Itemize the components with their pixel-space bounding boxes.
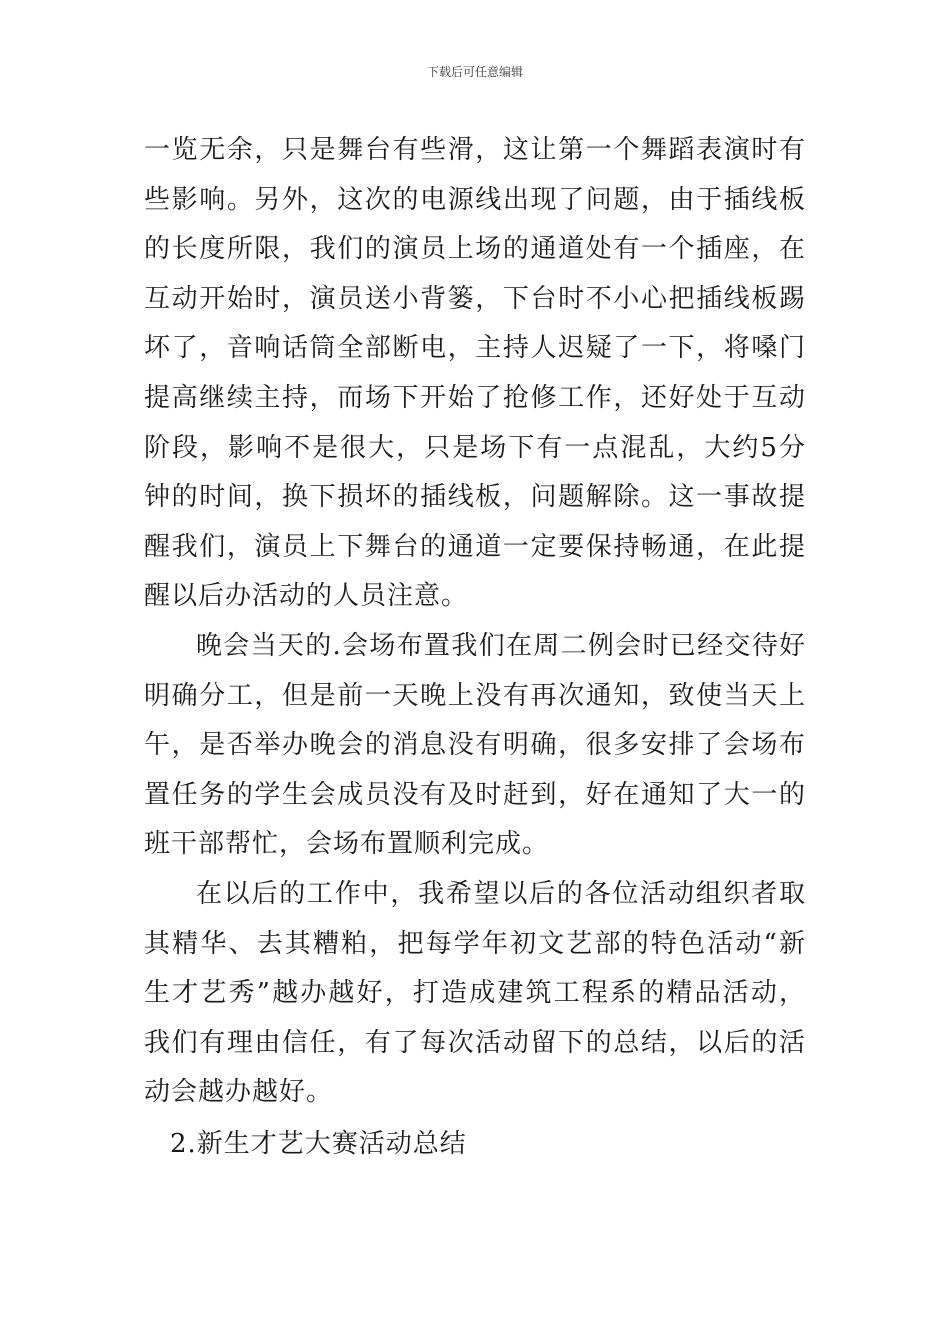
document-body bbox=[144, 126, 806, 1169]
paragraph-venue-setup: 晚会当天的.会场布置我们在周二例会时已经交待好明确分工，但是前一天晚上没有再次通知，致使当天上午，是否举办晚会的消息没有明确，很多安排了会场布置任务的学生会成员没有及时赶到，好在通知了大一的班干部帮忙，会场布置顺利完成。 bbox=[144, 630, 806, 860]
section-heading: 2.新生才艺大赛活动总结 bbox=[170, 1128, 467, 1159]
paragraph-future-work: 在以后的工作中，我希望以后的各位活动组织者取其精华、去其糟粕，把每学年初文艺部的特色活动“新生才艺秀”越办越好，打造成建筑工程系的精品活动，我们有理由信任，有了每次活动留下的总结，以后的活动会越办越好。 bbox=[144, 878, 806, 1108]
page-header-note: 下载后可任意编辑 bbox=[426, 65, 523, 79]
paragraph-continuation: 一览无余，只是舞台有些滑，这让第一个舞蹈表演时有些影响。另外，这次的电源线出现了问题，由于插线板的长度所限，我们的演员上场的通道处有一个插座，在互动开始时，演员送小背篓，下台时不小心把插线板踢坏了，音响话筒全部断电，主持人迟疑了一下，将嗓门提高继续主持，而场下开始了抢修工作，还好处于互动阶段，影响不是很大，只是场下有一点混乱，大约5分钟的时间，换下损坏的插线板，问题解除。这一事故提醒我们，演员上下舞台的通道一定要保持畅通，在此提醒以后办活动的人员注意。 bbox=[144, 135, 806, 612]
